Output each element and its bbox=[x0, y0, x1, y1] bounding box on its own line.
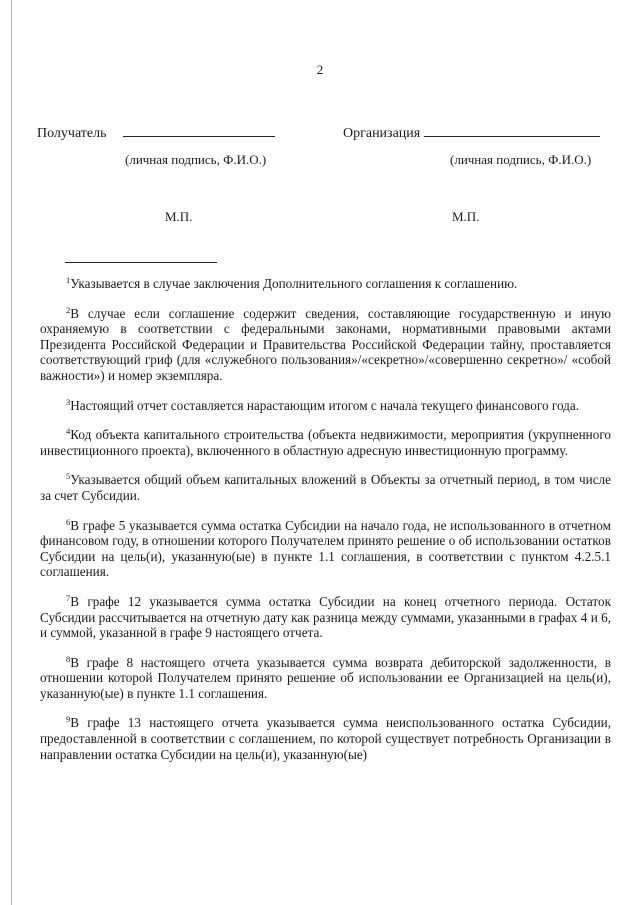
footnote-6 bbox=[40, 518, 611, 580]
page-edge bbox=[11, 0, 12, 905]
footnote-text: Код объекта капитального строительства (объекта недвижимости, мероприятия (укрупненного инвестиционного проекта), включенного в областную адресную инвестиционную программу. bbox=[40, 427, 611, 458]
organization-stamp-place: М.П. bbox=[452, 209, 480, 224]
organization-signature-line bbox=[424, 124, 600, 137]
footnote-marker: 1 bbox=[66, 275, 71, 285]
footnote-1 bbox=[40, 276, 611, 292]
footnote-text: Настоящий отчет составляется нарастающим итогом с начала текущего финансового года. bbox=[70, 397, 580, 413]
footnote-marker: 8 bbox=[66, 653, 71, 664]
footnote-text: В графе 13 настоящего отчета указывается сумма неиспользованного остатка Субсидии, предоставленной в соответствии с соглашением, по которой существует потребность Организации в направлении остатка Субсидии на цель(и), указанную(ые) bbox=[40, 715, 611, 762]
footnote-text: В графе 8 настоящего отчета указывается сумма возврата дебиторской задолженности, в отношении которой Получателем принято решение об использовании ее Организацией на цель(и), указанную(ые) в пункте 1.1 соглашения. bbox=[40, 654, 611, 701]
footnote-text: В случае если соглашение содержит сведения, составляющие государственную и иную охраняемую в соответствии с федеральными законами, нормативными правовыми актами Президента Российской Федерации и Правительства Российской Федерации тайну, проставляется соответствующий гриф (для «служебного пользования»/«секретно»/«совершенно секретно»/ «собой важности») и номер экземпляра. bbox=[40, 305, 611, 383]
footnote-marker: 5 bbox=[66, 471, 71, 482]
footnote-text: В графе 12 указывается сумма остатка Субсидии на конец отчетного периода. Остаток Субсидии рассчитывается на отчетную дату как разница между суммами, указанными в графах 4 и 6, и суммой, указанной в графе 9 настоящего отчета. bbox=[40, 593, 611, 641]
organization-signature bbox=[343, 124, 600, 142]
footnote-marker: 6 bbox=[66, 516, 71, 527]
footnote-3 bbox=[40, 398, 611, 414]
footnote-separator bbox=[65, 262, 217, 263]
footnote-8 bbox=[40, 655, 611, 702]
footnote-4 bbox=[40, 427, 611, 458]
footnote-2 bbox=[40, 306, 611, 384]
footnote-text: Указывается общий объем капитальных вложений в Объекты за отчетный период, в том числе за счет Субсидии. bbox=[40, 472, 611, 503]
organization-signature-hint: (личная подпись, Ф.И.О.) bbox=[450, 152, 592, 167]
footnote-marker: 9 bbox=[66, 714, 71, 725]
footnote-text: В графе 5 указывается сумма остатка Субсидии на начало года, не использованного в отчетном финансовом году, в отношении которого Получателем принято решение о об использовании остатков Субсидии на цель(и), указанную(ые) в пункте 1.1 соглашения, в соответствии с пунктом 4.2.5.1 соглашения. bbox=[40, 517, 611, 580]
footnote-9 bbox=[40, 715, 611, 762]
organization-label: Организация bbox=[343, 126, 421, 141]
recipient-label: Получатель bbox=[37, 126, 107, 141]
footnote-marker: 3 bbox=[66, 396, 71, 407]
footnote-marker: 2 bbox=[66, 304, 71, 315]
recipient-signature bbox=[37, 124, 275, 142]
recipient-signature-line bbox=[123, 124, 275, 137]
recipient-stamp-place: М.П. bbox=[165, 209, 193, 224]
footnotes bbox=[40, 276, 611, 776]
footnote-marker: 4 bbox=[66, 426, 71, 437]
page-number: 2 bbox=[316, 62, 324, 77]
footnote-7 bbox=[40, 594, 611, 641]
footnote-text: Указывается в случае заключения Дополнительного соглашения к соглашению. bbox=[70, 276, 518, 291]
footnote-marker: 7 bbox=[66, 592, 71, 603]
footnote-5 bbox=[40, 472, 611, 503]
recipient-signature-hint: (личная подпись, Ф.И.О.) bbox=[125, 152, 267, 167]
